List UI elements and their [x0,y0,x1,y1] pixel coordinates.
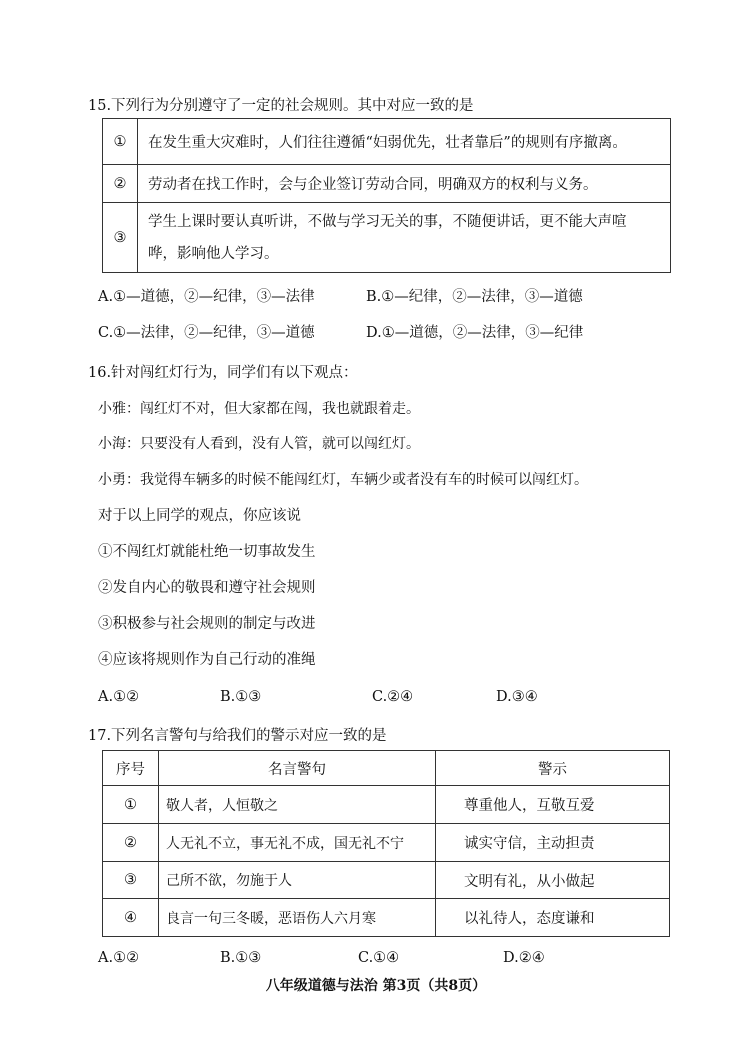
row-text-line: 哗，影响他人学习。 [148,245,279,262]
q16-stem: 16.针对闯红灯行为，同学们有以下观点： [88,365,358,381]
view-xiaoyong: 小勇：我觉得车辆多的时候不能闯红灯，车辆少或者没有车的时候可以闯红灯。 [98,472,588,488]
row-number: ④ [103,899,159,937]
row-number: ① [103,786,159,824]
table-row [103,899,670,937]
q16-option-d: D.③④ [496,689,538,705]
table-header-row [103,751,670,786]
quote-cell: 人无礼不立，事无礼不成，国无礼不宁 [159,824,436,862]
row-number: ③ [103,203,138,273]
table-row [103,862,670,899]
warning-cell: 尊重他人，互敬互爱 [436,786,670,824]
q17-option-c: C.①④ [358,950,400,966]
table-row [103,786,670,824]
row-number: ③ [103,862,159,899]
page-footer: 八年级道德与法治 第3页（共8页） [265,978,487,994]
statement-2: ②发自内心的敬畏和遵守社会规则 [98,580,316,596]
q16-option-b: B.①③ [220,689,262,705]
table-row [103,119,671,165]
statement-1: ①不闯红灯就能杜绝一切事故发生 [98,544,316,560]
quote-cell: 敬人者，人恒敬之 [159,786,436,824]
quote-cell: 己所不欲，勿施于人 [159,862,436,899]
table-row [103,203,671,273]
q16-option-a: A.①② [98,689,140,705]
row-text [138,203,671,273]
view-xiaoya: 小雅：闯红灯不对，但大家都在闯，我也就跟着走。 [98,401,420,417]
warning-cell: 诚实守信，主动担责 [436,824,670,862]
q15-option-b: B.①—纪律，②—法律，③—道德 [366,289,583,305]
q15-option-c: C.①—法律，②—纪律，③—道德 [98,325,315,341]
q16-option-c: C.②④ [372,689,414,705]
quote-cell: 良言一句三冬暖，恶语伤人六月寒 [159,899,436,937]
q17-table [102,750,670,937]
statement-3: ③积极参与社会规则的制定与改进 [98,616,316,632]
table-row [103,165,671,203]
warning-cell: 文明有礼，从小做起 [436,862,670,899]
row-text: 劳动者在找工作时，会与企业签订劳动合同，明确双方的权利与义务。 [138,165,671,203]
q17-stem: 17.下列名言警句与给我们的警示对应一致的是 [88,728,387,744]
q15-table [102,118,671,273]
q17-option-a: A.①② [98,950,140,966]
view-xiaohai: 小海：只要没有人看到，没有人管，就可以闯红灯。 [98,436,420,452]
row-number: ① [103,119,138,165]
row-number: ② [103,824,159,862]
q16-prompt: 对于以上同学的观点，你应该说 [98,508,301,524]
row-text: 在发生重大灾难时，人们往往遵循“妇弱优先，壮者靠后”的规则有序撤离。 [138,119,671,165]
header-number: 序号 [103,751,159,786]
statement-4: ④应该将规则作为自己行动的准绳 [98,652,316,668]
row-number: ② [103,165,138,203]
header-quote: 名言警句 [159,751,436,786]
warning-cell: 以礼待人，态度谦和 [436,899,670,937]
header-warning: 警示 [436,751,670,786]
q15-stem: 15.下列行为分别遵守了一定的社会规则。其中对应一致的是 [88,98,474,114]
q17-option-d: D.②④ [503,950,545,966]
q17-option-b: B.①③ [220,950,262,966]
q15-option-d: D.①—道德，②—法律，③—纪律 [366,325,584,341]
table-row [103,824,670,862]
row-text-line: 学生上课时要认真听讲，不做与学习无关的事，不随便讲话，更不能大声喧 [148,213,627,230]
q15-option-a: A.①—道德，②—纪律，③—法律 [98,289,315,305]
